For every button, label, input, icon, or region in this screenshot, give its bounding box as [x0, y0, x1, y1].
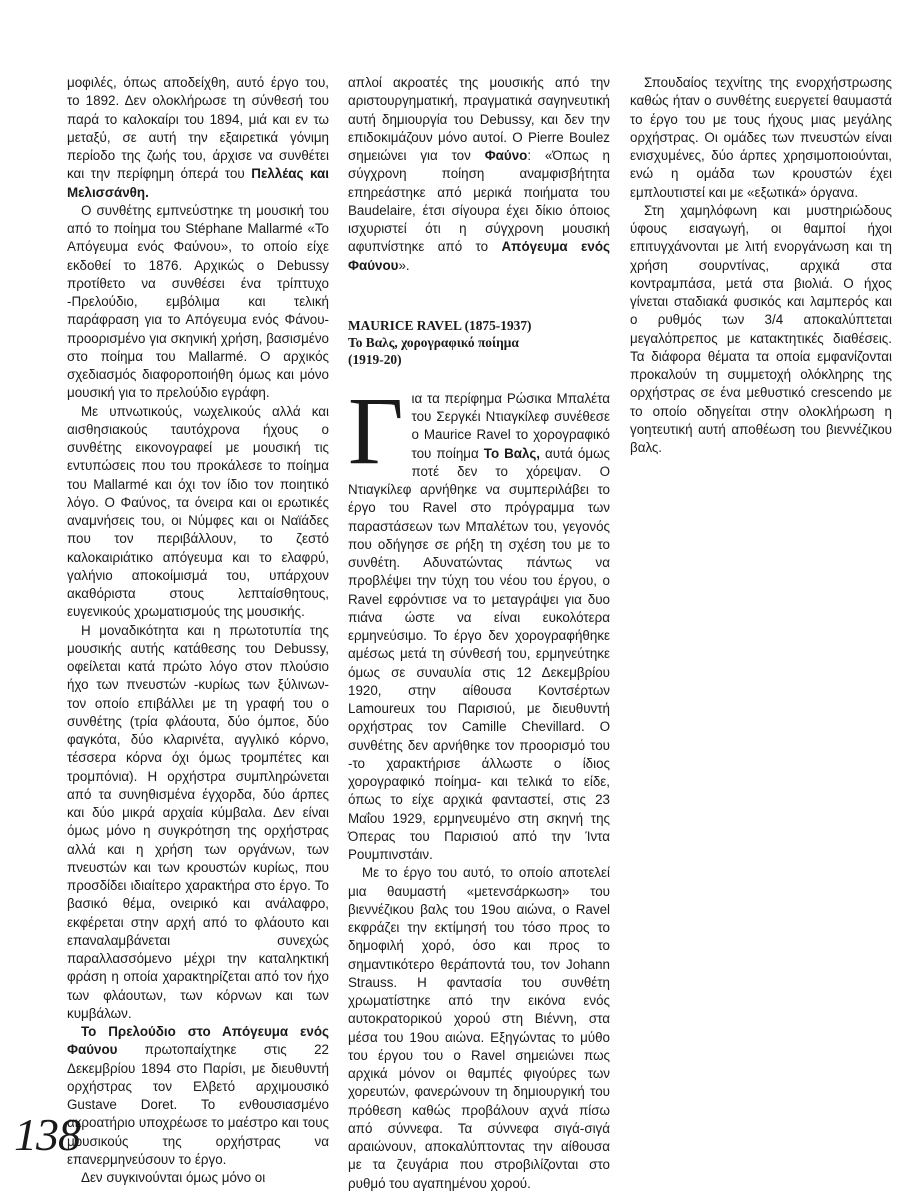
- text-column-3: [630, 74, 892, 457]
- paragraph: Με το έργο του αυτό, το οποίο αποτελεί μια θαυμαστή «μετενσάρκωση» του βιεννέζικου βαλς του 19ου αιώνα, ο Ravel εκφράζει την εκτίμησή του τόσο προς το δημοφιλή χορό, όσο και προς το σημαντικότερο θεράποντά του, τον Johann Strauss. Η φαντασία του συνθέτη χρωματίστηκε από την εικόνα ενός αυτοκρατορικού χορού στη Βιέννη, στα μέσα του 19ου αιώνα. Εξηγώντας το μύθο του έργου του ο Ravel σημειώνει πως αρχικά μόνον οι θαμπές φιγούρες των χορευτών, φανερώνουν τη δημιουργική του πρόθεση καθώς προβάλουν αχνά πίσω από σύννεφα. Τα σύννεφα σιγά-σιγά αραιώνουν, αποκαλύπτοντας την αίθουσα με τα ζευγάρια που στροβιλίζονται στο ρυθμό του αγαπημένου χορού.: [348, 865, 610, 1191]
- paragraph: Για τα περίφημα Ρώσικα Μπαλέτα του Σεργκέι Ντιαγκίλεφ συνέθεσε ο Maurice Ravel το χορογραφικό του ποίημα Το Βαλς, αυτά όμως ποτέ δεν το χόρεψαν. Ο Ντιαγκίλεφ αρνήθηκε να συμπεριλάβει το έργο του Ravel στο πρόγραμμα των παραστάσεων των Μπαλέτων του, γεγονός που οδήγησε σε ρήξη τη σχέση του με το συνθέτη. Αδυνατώντας πάντως να προβλέψει την τύχη του νέου του έργου, ο Ravel εφρόντισε να το μεταγράψει για δυο πιάνα ώστε να είναι ευκολότερα ερμηνεύσιμο. Το έργο δεν χορογραφήθηκε αμέσως μετά τη σύνθεσή του, ερμηνεύτηκε όμως σε συναυλία στις 12 Δεκεμβρίου 1920, στην αίθουσα Κοντσέρτων Lamoureux του Παρισιού, με διευθυντή ορχήστρας τον Camille Chevillard. Ο συνθέτης δεν αρνήθηκε τον προορισμό του -το χαρακτήρισε άλλωστε ο ίδιος χορογραφικό ποίημα- και τελικά το είδε, όπως το είχε αρχικά φανταστεί, στις 23 Μαΐου 1929, ερμηνευμένο στη σκηνή της Όπερας του Παρισιού από την Ίντα Ρουμπινστάιν.: [348, 376, 611, 862]
- work-years-heading: (1919-20): [348, 351, 402, 367]
- composer-heading: MAURICE RAVEL (1875-1937): [348, 317, 532, 333]
- text-column-2: [348, 74, 610, 1193]
- page-number: 138: [14, 1109, 80, 1160]
- paragraph: μοφιλές, όπως αποδείχθη, αυτό έργο του, το 1892. Δεν ολοκλήρωσε τη σύνθεσή του παρά το καλοκαίρι του 1894, μιά και εν τω μεταξύ, σε αυτή την εξαιρετικά γόνιμη περίοδο της ζωής του, άρχισε να συνθέτει και την περίφημη όπερά του Πελλέας και Μελισσάνθη.: [67, 75, 329, 200]
- section-heading: [348, 317, 610, 368]
- paragraph: Δεν συγκινούνται όμως μόνο οι: [81, 1170, 266, 1185]
- paragraph: Σπουδαίος τεχνίτης της ενορχήστρωσης καθώς ήταν ο συνθέτης ευεργετεί θαυμαστά το έργο του με τους ήχους μιας μεγάλης ορχήστρας. Οι ομάδες των πνευστών είναι ενισχυμένες, δύο άρπες χρησιμοποιούνται, ενώ η ομάδα των κρουστών έχει εμπλουτιστεί και με «εξωτικά» όργανα.: [630, 75, 892, 200]
- paragraph: απλοί ακροατές της μουσικής από την αριστουργηματική, πραγματικά σαγηνευτική αυτή δημιουργία του Debussy, και δεν την επιδοκιμάζουν μόνο αυτοί. Ο Pierre Boulez σημειώνει για τον Φαύνο: «Όπως η σύγχρονη ποίηση αναμφισβήτητα επηρεάστηκε από μερικά ποιήματα του Baudelaire, έτσι σίγουρα έχει δίκιο όποιος ισχυριστεί ότι η σύγχρονη μουσική αφυπνίστηκε από το Απόγευμα ενός Φαύνου».: [348, 75, 610, 273]
- bold-title-prelude: Το Πρελούδιο στο Απόγευμα ενός Φαύνου: [67, 1024, 329, 1058]
- paragraph: Το Πρελούδιο στο Απόγευμα ενός Φαύνου πρωτοπαίχτηκε στις 22 Δεκεμβρίου 1894 στο Παρίσι, με διευθυντή ορχήστρας τον Ελβετό αρχιμουσικό Gustave Doret. Το ενθουσιασμένο ακροατήριο υποχρέωσε το μαέστρο και τους μουσικούς της ορχήστρας να επανερμηνεύσουν το έργο.: [67, 1024, 329, 1167]
- text-column-1: [67, 74, 329, 1187]
- paragraph: Η μοναδικότητα και η πρωτοτυπία της μουσικής αυτής κατάθεσης του Debussy, οφείλεται κατά πρώτο λόγο στον πλούσιο ήχο των πνευστών -κυρίως των ξύλινων- τον οποίο επιβάλλει με τη γραφή του ο συνθέτης (τρία φλάουτα, δύο όμποε, δύο φαγκότα, δύο κλαρινέτα, αγγλικό κόρνο, τέσσερα κόρνα όχι όμως τρομπέτες και τρομπόνια). Η ορχήστρα συμπληρώνεται από τα συνηθισμένα έγχορδα, δύο άρπες και δύο μικρά αρχαία κύμβαλα. Δεν είναι όμως μόνο η συγκρότηση της ορχήστρας αλλά και η χρήση των οργάνων, των πνευστών και των κρουστών κυρίως, που προσδίδει ιδιαίτερο χαρακτήρα στο έργο. Το βασικό θέμα, ονειρικό και ανάλαφρο, εκφέρεται στην αρχή από το φλάουτο και επαναλαμβάνεται συνεχώς παραλλασσόμενο μέχρι την καταληκτική φράση η οποία χαρακτηρίζεται από τον ήχο των φλάουτων, των κόρνων και των κυμβάλων.: [67, 622, 329, 1021]
- bold-title-vals: Το Βαλς,: [483, 445, 541, 461]
- bold-title-pelleas: Πελλέας και Μελισσάνθη.: [67, 166, 329, 200]
- paragraph: Ο συνθέτης εμπνεύστηκε τη μουσική του από το ποίημα του Stéphane Mallarmé «Το Απόγευμα ενός Φαύνου», το οποίο είχε εκδοθεί το 1876. Αρχικώς ο Debussy προτίθετο να συνθέσει ένα τρίπτυχο -Πρελούδιο, εμβόλιμα και τελική παράφραση για το Απόγευμα ενός Φάνου- προορισμένο για σκηνική χρήση, βασισμένο στο ποίημα του Mallarmé. Ο αρχικός σχεδιασμός διαφοροποιήθη όμως και μόνο μουσική για το πρελούδιο εγράφη.: [67, 202, 329, 401]
- drop-cap: Γ: [348, 376, 404, 484]
- paragraph: Στη χαμηλόφωνη και μυστηριώδους ύφους εισαγωγή, οι θαμποί ήχοι επιτυγχάνονται με λιτή ενοργάνωση και τη χρήση σουρντίνας, αρχικά στα κοντραμπάσα, μετά στα βιολιά. Ο ήχος γίνεται σταδιακά φυσικός και λαμπερός και ο ρυθμός των 3/4 αποκαλύπτεται μεγαλόπρεπος με κατακτητικές διαθέσεις. Τα διάφορα θέματα τα οποία εμφανίζονται προκαλούν τη συμμετοχή ολόκληρης της ορχήστρας σε ένα μεθυστικό crescendo με το οποίο οδηγείται στην ολοκλήρωση η γοητευτική αυτή αποθέωση του βιεννέζικου βαλς.: [630, 202, 892, 455]
- paragraph: Με υπνωτικούς, νωχελικούς αλλά και αισθησιακούς ταυτόχρονα ήχους ο συνθέτης εικονογραφεί με μουσική τις εντυπώσεις που του προκάλεσε το ποίημα του Mallarmé και όχι τον ίδιο τον ποιητικό λόγο. Ο Φαύνος, τα όνειρα και οι ερωτικές αναμνήσεις του, οι Νύμφες και οι Ναϊάδες που τον περιβάλλουν, το ζεστό καλοκαιριάτικο απόγευμα και το ελαφρύ, γαλήνιο αποκοίμισμά του, υπάρχουν ακαθόριστα στους λεπταίσθητους, ευγενικούς χρωματισμούς της μουσικής.: [67, 403, 329, 620]
- work-title-heading: Το Βαλς, χορογραφικό ποίημα: [348, 334, 519, 350]
